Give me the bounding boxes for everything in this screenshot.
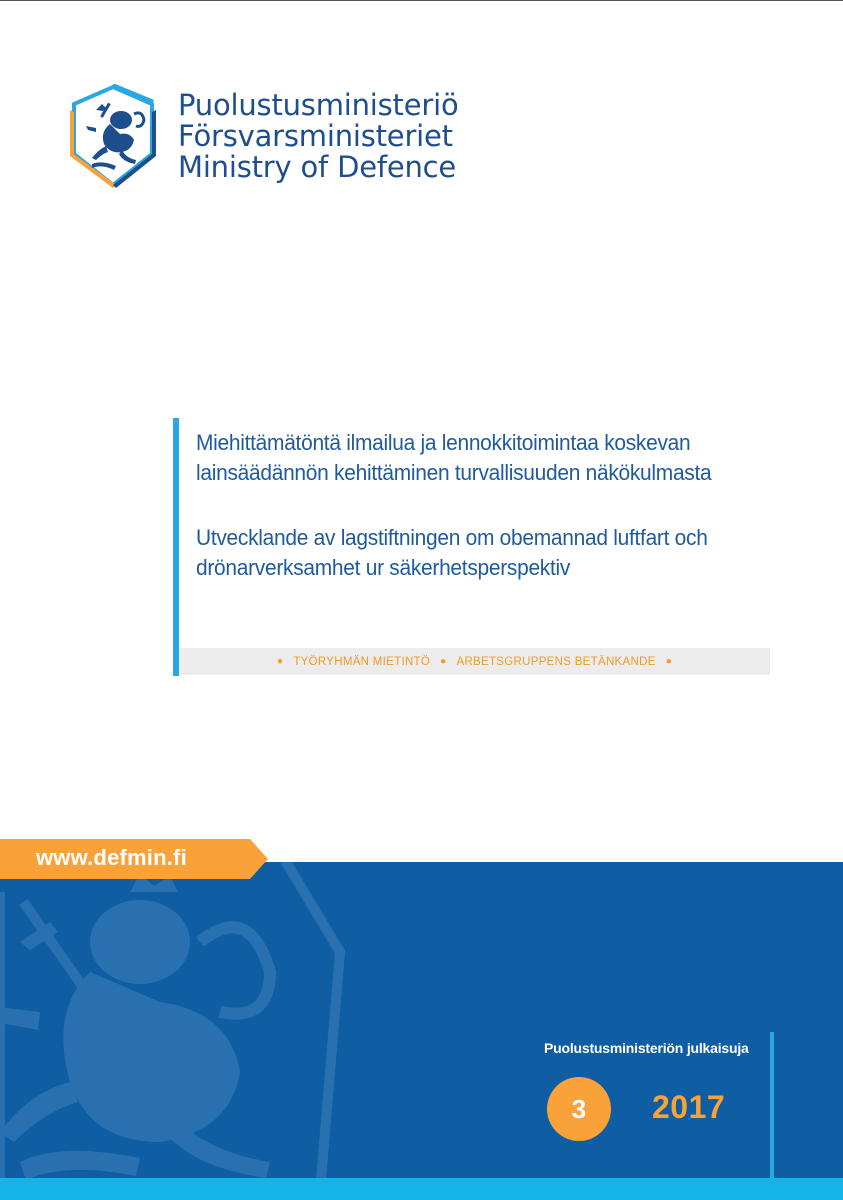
title-fi-line-1: Miehittämätöntä ilmailua ja lennokkitoimintaa koskevan xyxy=(196,430,691,455)
org-name-en: Ministry of Defence xyxy=(178,150,457,184)
publication-series-title: Puolustusministeriön julkaisuja xyxy=(544,1040,749,1056)
bullet-icon: ● xyxy=(665,656,673,667)
lion-shield-watermark-icon xyxy=(0,862,400,1178)
publication-number-badge xyxy=(547,1077,611,1141)
report-type-fi: TYÖRYHMÄN MIETINTÖ xyxy=(293,655,431,668)
title-fi-line-2: lainsäädännön kehittäminen turvallisuuden näkökulmasta xyxy=(196,460,712,485)
publication-year: 2017 xyxy=(652,1089,726,1125)
title-accent-bar xyxy=(173,418,179,676)
title-sv-line-1: Utvecklande av lagstiftningen om obemannad luftfart och xyxy=(196,525,708,550)
top-rule xyxy=(0,0,843,1)
report-type-sv: ARBETSGRUPPENS BETÄNKANDE xyxy=(456,655,656,668)
organization-names xyxy=(178,90,459,183)
ministry-lion-shield-icon xyxy=(66,84,160,188)
org-name-sv: Försvarsministeriet xyxy=(178,119,453,153)
title-sv-line-2: drönarverksamhet ur säkerhetsperspektiv xyxy=(196,555,571,580)
title-finnish xyxy=(196,428,735,488)
document-title xyxy=(196,428,776,583)
footer-band xyxy=(0,862,843,1178)
org-name-fi: Puolustusministeriö xyxy=(178,88,459,122)
title-swedish xyxy=(196,523,735,583)
website-url[interactable]: www.defmin.fi xyxy=(36,845,187,870)
report-type-band xyxy=(179,648,770,675)
publication-number: 3 xyxy=(571,1093,587,1124)
bullet-icon: ● xyxy=(276,656,284,667)
footer-accent-strip xyxy=(0,1178,843,1200)
bullet-icon: ● xyxy=(440,656,447,667)
series-accent-bar xyxy=(770,1032,774,1178)
